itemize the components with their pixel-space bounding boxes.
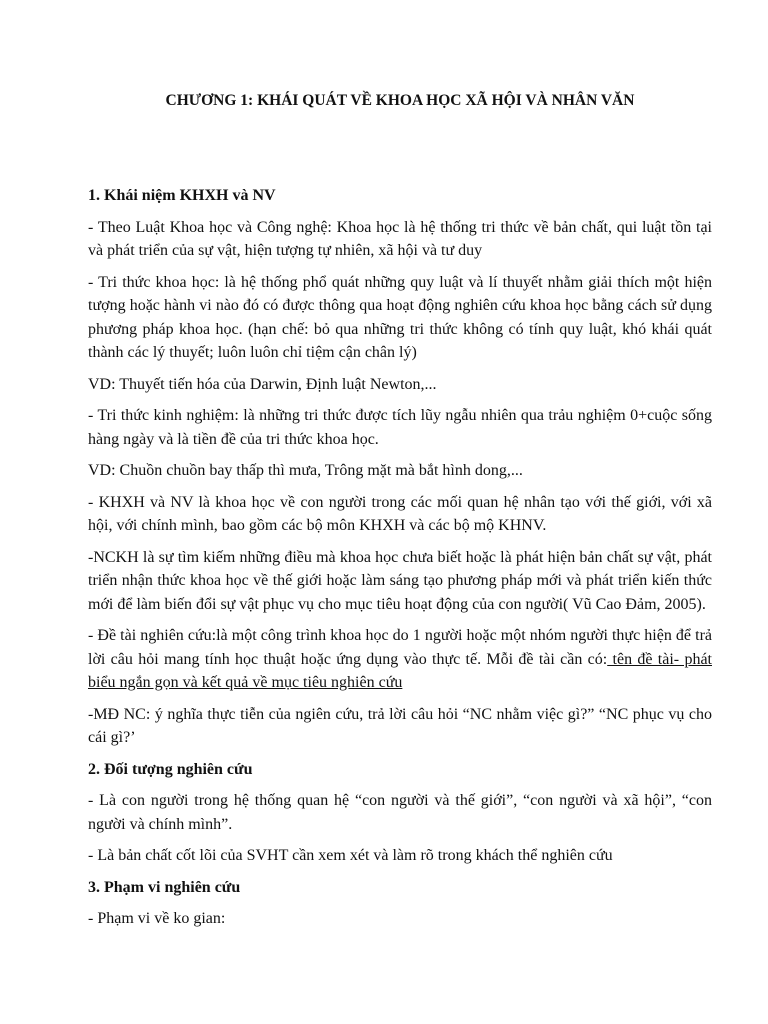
document-body: [88, 184, 712, 939]
section-1-heading: 1. Khái niệm KHXH và NV: [88, 187, 276, 204]
paragraph-scope-space: - Phạm vi về ko gian:: [88, 910, 226, 927]
paragraph-science-definition: - Theo Luật Khoa học và Công nghệ: Khoa học là hệ thống tri thức về bản chất, qui luật tồn tại và phát triển của sự vật, hiện tượng tự nhiên, xã hội và tư duy: [88, 218, 712, 259]
chapter-title: CHƯƠNG 1: KHÁI QUÁT VỀ KHOA HỌC XÃ HỘI VÀ NHÂN VĂN: [165, 92, 635, 109]
paragraph-research-purpose: -MĐ NC: ý nghĩa thực tiễn của ngiên cứu, trả lời câu hỏi “NC nhằm việc gì?” “NC phục vụ cho cái gì?’: [88, 705, 712, 746]
paragraph-social-sciences: - KHXH và NV là khoa học về con người trong các mối quan hệ nhân tạo với thế giới, với xã hội, với chính mình, bao gồm các bộ môn KHXH và các bộ mộ KHNV.: [88, 493, 712, 534]
paragraph-research-topic: [88, 624, 712, 695]
paragraph-example-2: VD: Chuồn chuồn bay thấp thì mưa, Trông mặt mà bắt hình dong,...: [88, 462, 523, 479]
paragraph-object-2: - Là bản chất cốt lõi của SVHT cần xem xét và làm rõ trong khách thể nghiên cứu: [88, 847, 613, 864]
section-2-heading: 2. Đối tượng nghiên cứu: [88, 760, 253, 778]
paragraph-object-1: - Là con người trong hệ thống quan hệ “con người và thế giới”, “con người và xã hội”, “con người và chính mình”.: [88, 792, 712, 833]
section-3-heading: 3. Phạm vi nghiên cứu: [88, 878, 241, 896]
paragraph-empirical-knowledge: - Tri thức kinh nghiệm: là những tri thức được tích lũy ngẫu nhiên qua trảu nghiệm 0+cuộc sống hàng ngày và là tiền đề của tri thức khoa học.: [88, 407, 712, 448]
research-topic-underlined: tên đề tài- phát biểu ngắn gọn và kết quả về mục tiêu nghiên cứu: [88, 650, 712, 691]
paragraph-example-1: VD: Thuyết tiến hóa của Darwin, Định luật Newton,...: [88, 375, 437, 393]
paragraph-research-definition: -NCKH là sự tìm kiếm những điều mà khoa học chưa biết hoặc là phát hiện bản chất sự vật, phát triển nhận thức khoa học về thế giới hoặc làm sáng tạo phương pháp mới và phát triển kiến thức mới để làm biến đổi sự vật phục vụ cho mục tiêu hoạt động của con người( Vũ Cao Đảm, 2005).: [88, 548, 712, 613]
paragraph-scientific-knowledge: - Tri thức khoa học: là hệ thống phổ quát những quy luật và lí thuyết nhằm giải thích một hiện tượng hoặc hành vi nào đó có được thông qua hoạt động nghiên cứu khoa học bằng cách sử dụng phương pháp khoa học. (hạn chế: bỏ qua những tri thức không có tính quy luật, khó khái quát thành các lý thuyết; luôn luôn chỉ tiệm cận chân lý): [88, 273, 712, 361]
research-topic-text: - Đề tài nghiên cứu:là một công trình khoa học do 1 người hoặc một nhóm người thực hiện để trả lời câu hỏi mang tính học thuật hoặc ứng dụng vào thực tế. Mỗi đề tài cần có:: [88, 627, 712, 668]
